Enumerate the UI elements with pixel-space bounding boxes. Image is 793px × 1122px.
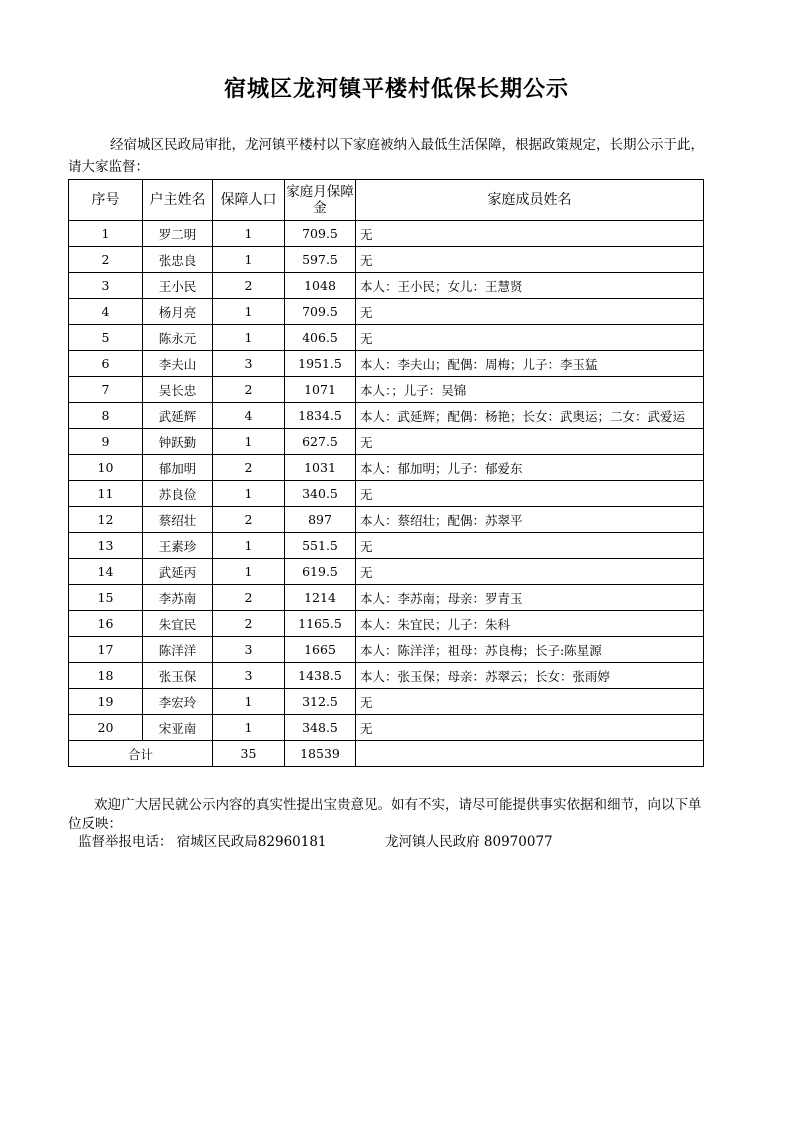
contact2-phone: 80970077 — [483, 834, 553, 850]
cell-members: 无 — [356, 533, 704, 559]
table-row — [69, 585, 704, 611]
table-row — [69, 429, 704, 455]
cell-householder: 吴长忠 — [143, 377, 213, 403]
cell-members: 本人：武延辉；配偶：杨艳；长女：武奥运；二女：武爱运 — [356, 403, 704, 429]
cell-people: 1 — [213, 221, 285, 247]
cell-householder: 李夫山 — [143, 351, 213, 377]
cell-members: 本人：蔡绍壮；配偶：苏翠平 — [356, 507, 704, 533]
header-no: 序号 — [69, 180, 143, 221]
contact2-org: 龙河镇人民政府 — [385, 834, 480, 850]
cell-householder: 陈洋洋 — [143, 637, 213, 663]
table-header-row — [69, 180, 704, 221]
cell-no: 2 — [69, 247, 143, 273]
table-row — [69, 715, 704, 741]
cell-householder: 罗二明 — [143, 221, 213, 247]
feedback-note-text: 欢迎广大居民就公示内容的真实性提出宝贵意见。如有不实，请尽可能提供事实依据和细节，向以下单位反映： — [68, 797, 702, 832]
cell-no: 19 — [69, 689, 143, 715]
cell-members: 本人：张玉保；母亲：苏翠云；长女：张雨婷 — [356, 663, 704, 689]
cell-householder: 蔡绍壮 — [143, 507, 213, 533]
table-row — [69, 377, 704, 403]
cell-householder: 李苏南 — [143, 585, 213, 611]
cell-members: 本人：陈洋洋；祖母：苏良梅；长子:陈星源 — [356, 637, 704, 663]
table-row — [69, 507, 704, 533]
header-monthly-amount: 家庭月保障 金 — [285, 180, 356, 221]
cell-householder: 陈永元 — [143, 325, 213, 351]
cell-amount: 406.5 — [285, 325, 356, 351]
cell-amount: 709.5 — [285, 299, 356, 325]
cell-members: 本人：；儿子：吴锦 — [356, 377, 704, 403]
cell-amount: 312.5 — [285, 689, 356, 715]
cell-amount: 1665 — [285, 637, 356, 663]
table-row — [69, 455, 704, 481]
table-row — [69, 247, 704, 273]
cell-no: 15 — [69, 585, 143, 611]
cell-members: 无 — [356, 221, 704, 247]
header-people: 保障人口 — [213, 180, 285, 221]
cell-amount: 619.5 — [285, 559, 356, 585]
cell-members: 本人：李夫山；配偶：周梅；儿子：李玉猛 — [356, 351, 704, 377]
table-row — [69, 325, 704, 351]
intro-paragraph — [68, 134, 708, 178]
cell-no: 11 — [69, 481, 143, 507]
cell-householder: 王素珍 — [143, 533, 213, 559]
cell-people: 1 — [213, 325, 285, 351]
cell-people: 2 — [213, 585, 285, 611]
cell-householder: 武延丙 — [143, 559, 213, 585]
cell-no: 17 — [69, 637, 143, 663]
cell-householder: 王小民 — [143, 273, 213, 299]
intro-text: 经宿城区民政局审批，龙河镇平楼村以下家庭被纳入最低生活保障，根据政策规定，长期公示于此，请大家监督： — [68, 137, 704, 175]
cell-amount: 348.5 — [285, 715, 356, 741]
contact1-org: 宿城区民政局 — [176, 834, 258, 850]
contact1-phone: 82960181 — [257, 834, 327, 850]
cell-members: 无 — [356, 689, 704, 715]
cell-members: 本人：朱宜民；儿子：朱科 — [356, 611, 704, 637]
cell-people: 2 — [213, 455, 285, 481]
table-row — [69, 299, 704, 325]
cell-amount: 1031 — [285, 455, 356, 481]
cell-members: 本人：李苏南；母亲：罗青玉 — [356, 585, 704, 611]
table-row — [69, 273, 704, 299]
cell-householder: 李宏玲 — [143, 689, 213, 715]
recipients-table — [68, 179, 704, 767]
table-row — [69, 689, 704, 715]
table-row — [69, 663, 704, 689]
total-members-empty — [356, 741, 704, 767]
cell-amount: 1438.5 — [285, 663, 356, 689]
cell-no: 4 — [69, 299, 143, 325]
cell-people: 2 — [213, 507, 285, 533]
cell-householder: 苏良俭 — [143, 481, 213, 507]
total-amount: 18539 — [285, 741, 356, 767]
cell-people: 2 — [213, 273, 285, 299]
cell-amount: 897 — [285, 507, 356, 533]
cell-members: 无 — [356, 715, 704, 741]
total-label: 合计 — [69, 741, 213, 767]
table-body — [69, 221, 704, 741]
cell-no: 3 — [69, 273, 143, 299]
cell-people: 4 — [213, 403, 285, 429]
table-row — [69, 481, 704, 507]
cell-no: 8 — [69, 403, 143, 429]
cell-householder: 朱宜民 — [143, 611, 213, 637]
table-row — [69, 403, 704, 429]
cell-no: 5 — [69, 325, 143, 351]
cell-amount: 597.5 — [285, 247, 356, 273]
cell-no: 9 — [69, 429, 143, 455]
cell-people: 1 — [213, 689, 285, 715]
cell-no: 20 — [69, 715, 143, 741]
table-row — [69, 221, 704, 247]
cell-amount: 1071 — [285, 377, 356, 403]
page-title: 宿城区龙河镇平楼村低保长期公示 — [223, 77, 569, 102]
cell-amount: 340.5 — [285, 481, 356, 507]
hotline-label: 监督举报电话： — [78, 834, 173, 850]
cell-no: 18 — [69, 663, 143, 689]
cell-householder: 钟跃勤 — [143, 429, 213, 455]
cell-no: 10 — [69, 455, 143, 481]
cell-people: 1 — [213, 533, 285, 559]
cell-householder: 杨月亮 — [143, 299, 213, 325]
cell-people: 3 — [213, 351, 285, 377]
cell-householder: 张忠良 — [143, 247, 213, 273]
table-row — [69, 637, 704, 663]
cell-people: 3 — [213, 663, 285, 689]
hotline-line — [78, 832, 553, 852]
cell-members: 无 — [356, 299, 704, 325]
cell-amount: 627.5 — [285, 429, 356, 455]
cell-people: 1 — [213, 247, 285, 273]
cell-amount: 1048 — [285, 273, 356, 299]
total-people: 35 — [213, 741, 285, 767]
cell-members: 本人：王小民；女儿：王慧贤 — [356, 273, 704, 299]
total-row — [69, 741, 704, 767]
cell-no: 16 — [69, 611, 143, 637]
header-members: 家庭成员姓名 — [356, 180, 704, 221]
cell-people: 1 — [213, 429, 285, 455]
cell-no: 13 — [69, 533, 143, 559]
cell-people: 1 — [213, 481, 285, 507]
cell-people: 2 — [213, 377, 285, 403]
header-householder: 户主姓名 — [143, 180, 213, 221]
cell-amount: 551.5 — [285, 533, 356, 559]
cell-amount: 709.5 — [285, 221, 356, 247]
cell-householder: 宋亚南 — [143, 715, 213, 741]
cell-people: 1 — [213, 299, 285, 325]
cell-no: 7 — [69, 377, 143, 403]
table-row — [69, 559, 704, 585]
cell-amount: 1214 — [285, 585, 356, 611]
cell-people: 1 — [213, 715, 285, 741]
cell-members: 无 — [356, 429, 704, 455]
cell-people: 2 — [213, 611, 285, 637]
table-row — [69, 611, 704, 637]
cell-householder: 郁加明 — [143, 455, 213, 481]
feedback-note — [68, 796, 708, 834]
cell-members: 无 — [356, 247, 704, 273]
cell-members: 无 — [356, 481, 704, 507]
cell-no: 6 — [69, 351, 143, 377]
cell-people: 1 — [213, 559, 285, 585]
cell-people: 3 — [213, 637, 285, 663]
cell-householder: 武延辉 — [143, 403, 213, 429]
cell-no: 12 — [69, 507, 143, 533]
cell-members: 无 — [356, 325, 704, 351]
cell-members: 无 — [356, 559, 704, 585]
table-row — [69, 351, 704, 377]
cell-no: 14 — [69, 559, 143, 585]
cell-members: 本人：郁加明；儿子：郁爱东 — [356, 455, 704, 481]
cell-householder: 张玉保 — [143, 663, 213, 689]
table-row — [69, 533, 704, 559]
cell-amount: 1834.5 — [285, 403, 356, 429]
cell-amount: 1165.5 — [285, 611, 356, 637]
cell-no: 1 — [69, 221, 143, 247]
cell-amount: 1951.5 — [285, 351, 356, 377]
